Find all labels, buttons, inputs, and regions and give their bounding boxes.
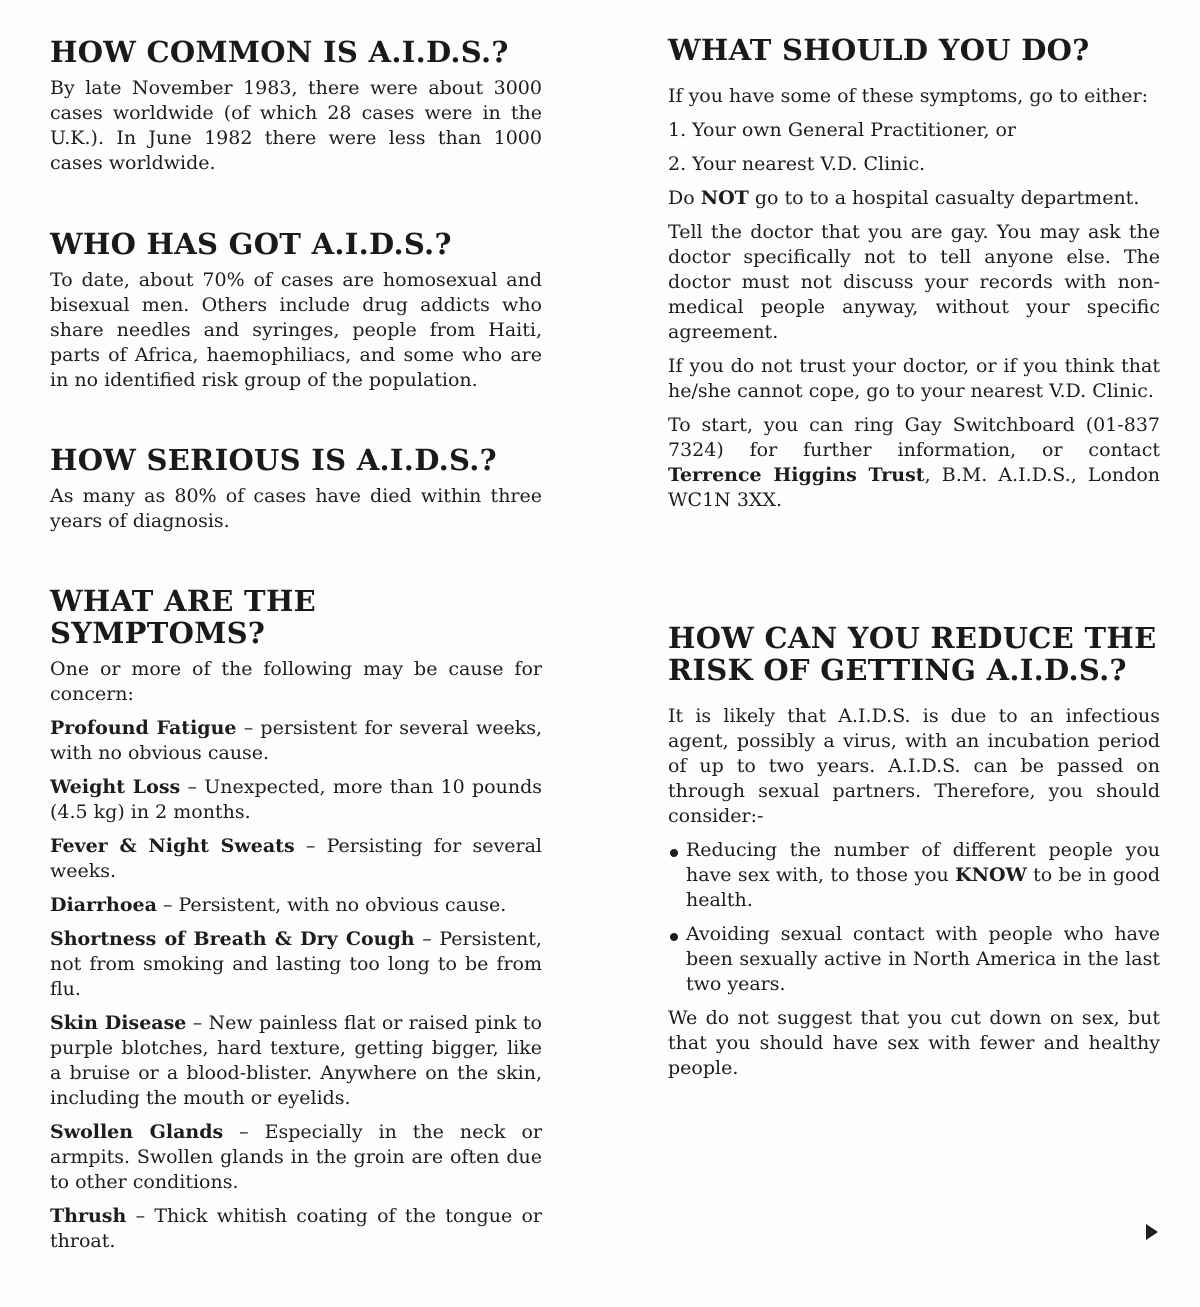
how-serious-body: As many as 80% of cases have died within three years of diagnosis.	[50, 485, 542, 532]
do-not-post: go to to a hospital casualty department.	[748, 187, 1140, 209]
bullet1-pre: Reducing the number of different people you have sex with, to those you	[686, 839, 1160, 886]
heading-reduce-risk: HOW CAN YOU REDUCE THE RISK OF GETTING A.I.D.S.?	[668, 621, 1157, 687]
symptom-term: Profound Fatigue	[50, 717, 237, 739]
symptom-term: Fever & Night Sweats	[50, 835, 295, 857]
heading-how-common: HOW COMMON IS A.I.D.S.?	[50, 35, 509, 69]
symptom-term: Weight Loss	[50, 776, 181, 798]
ring-switchboard	[668, 413, 1160, 513]
symptom-term: Shortness of Breath & Dry Cough	[50, 928, 415, 950]
who-has-body: To date, about 70% of cases are homosexual and bisexual men. Others include drug addicts who share needles and syringes, people from Haiti, parts of Africa, haemophiliacs, and some who are in no identified risk group of the population.	[50, 269, 542, 391]
list-item: Avoiding sexual contact with people who have been sexually active in North America in the last two years.	[668, 922, 1160, 997]
symptom-item	[50, 893, 542, 918]
symptom-desc: – Persistent, with no obvious cause.	[156, 894, 507, 916]
do-not-pre: Do	[668, 187, 701, 209]
symptom-desc: – Especially in the neck or armpits. Swollen glands in the groin are often due to other conditions.	[50, 1121, 542, 1193]
symptom-desc: – Persistent, not from smoking and lasting too long to be from flu.	[50, 928, 542, 1000]
ring-post: , B.M. A.I.D.S., London WC1N 3XX.	[668, 464, 1160, 511]
tell-doctor: Tell the doctor that you are gay. You may ask the doctor specifically not to tell anyone else. The doctor must not discuss your records with non-medical people anyway, without your specific agreement.	[668, 221, 1160, 343]
section-reduce-risk	[668, 622, 1160, 1090]
option-gp: 1. Your own General Practitioner, or	[668, 119, 1017, 141]
symptom-item	[50, 927, 542, 1002]
symptom-desc: – persistent for several weeks, with no obvious cause.	[50, 717, 542, 764]
heading-symptoms: WHAT ARE THE SYMPTOMS?	[50, 584, 317, 650]
symptom-term: Swollen Glands	[50, 1121, 224, 1143]
reduce-risk-closing: We do not suggest that you cut down on sex, but that you should have sex with fewer and healthy people.	[668, 1007, 1160, 1079]
symptom-list	[50, 716, 542, 1254]
symptom-item	[50, 1204, 542, 1254]
do-not-casualty	[668, 186, 1160, 211]
section-who-has	[50, 228, 542, 393]
trust-doctor: If you do not trust your doctor, or if you think that he/she cannot cope, go to your nearest V.D. Clinic.	[668, 355, 1160, 402]
reduce-risk-body: It is likely that A.I.D.S. is due to an infectious agent, possibly a virus, with an incubation period of up to two years. A.I.D.S. can be passed on through sexual partners. Therefore, you should consider:-	[668, 705, 1160, 827]
symptoms-intro: One or more of the following may be cause for concern:	[50, 658, 542, 705]
symptom-desc: – New painless flat or raised pink to purple blotches, hard texture, getting bigger, like a bruise or a blood-blister. Anywhere on the skin, including the mouth or eyelids.	[50, 1012, 542, 1109]
next-page-arrow-icon[interactable]	[1146, 1224, 1158, 1240]
symptom-desc: – Persisting for several weeks.	[50, 835, 542, 882]
what-to-do-intro: If you have some of these symptoms, go to either:	[668, 85, 1149, 107]
symptom-item	[50, 775, 542, 825]
option-vd-clinic: 2. Your nearest V.D. Clinic.	[668, 153, 926, 175]
symptom-desc: – Thick whitish coating of the tongue or throat.	[50, 1205, 542, 1252]
section-what-to-do	[668, 34, 1160, 522]
heading-who-has: WHO HAS GOT A.I.D.S.?	[50, 227, 452, 261]
symptom-item	[50, 716, 542, 766]
ring-pre: To start, you can ring Gay Switchboard (01-837 7324) for further information, or contact	[668, 414, 1160, 461]
symptom-item	[50, 834, 542, 884]
trust-name: Terrence Higgins Trust	[668, 464, 925, 486]
how-common-body: By late November 1983, there were about 3000 cases worldwide (of which 28 cases were in the U.K.). In June 1982 there were less than 1000 cases worldwide.	[50, 77, 542, 174]
symptom-item	[50, 1120, 542, 1195]
section-how-common	[50, 36, 542, 176]
reduce-risk-list	[668, 838, 1160, 997]
section-symptoms	[50, 585, 542, 1263]
symptom-term: Diarrhoea	[50, 894, 157, 916]
heading-what-to-do: WHAT SHOULD YOU DO?	[668, 33, 1090, 67]
symptom-desc: – Unexpected, more than 10 pounds (4.5 kg) in 2 months.	[50, 776, 542, 823]
heading-how-serious: HOW SERIOUS IS A.I.D.S.?	[50, 443, 497, 477]
bullet1-post: to be in good health.	[686, 864, 1161, 911]
symptom-term: Thrush	[50, 1205, 127, 1227]
symptom-term: Skin Disease	[50, 1012, 187, 1034]
bullet1-strong: KNOW	[955, 864, 1027, 886]
do-not-strong: NOT	[700, 187, 749, 209]
section-how-serious	[50, 444, 542, 534]
list-item	[668, 838, 1160, 913]
symptom-item	[50, 1011, 542, 1111]
